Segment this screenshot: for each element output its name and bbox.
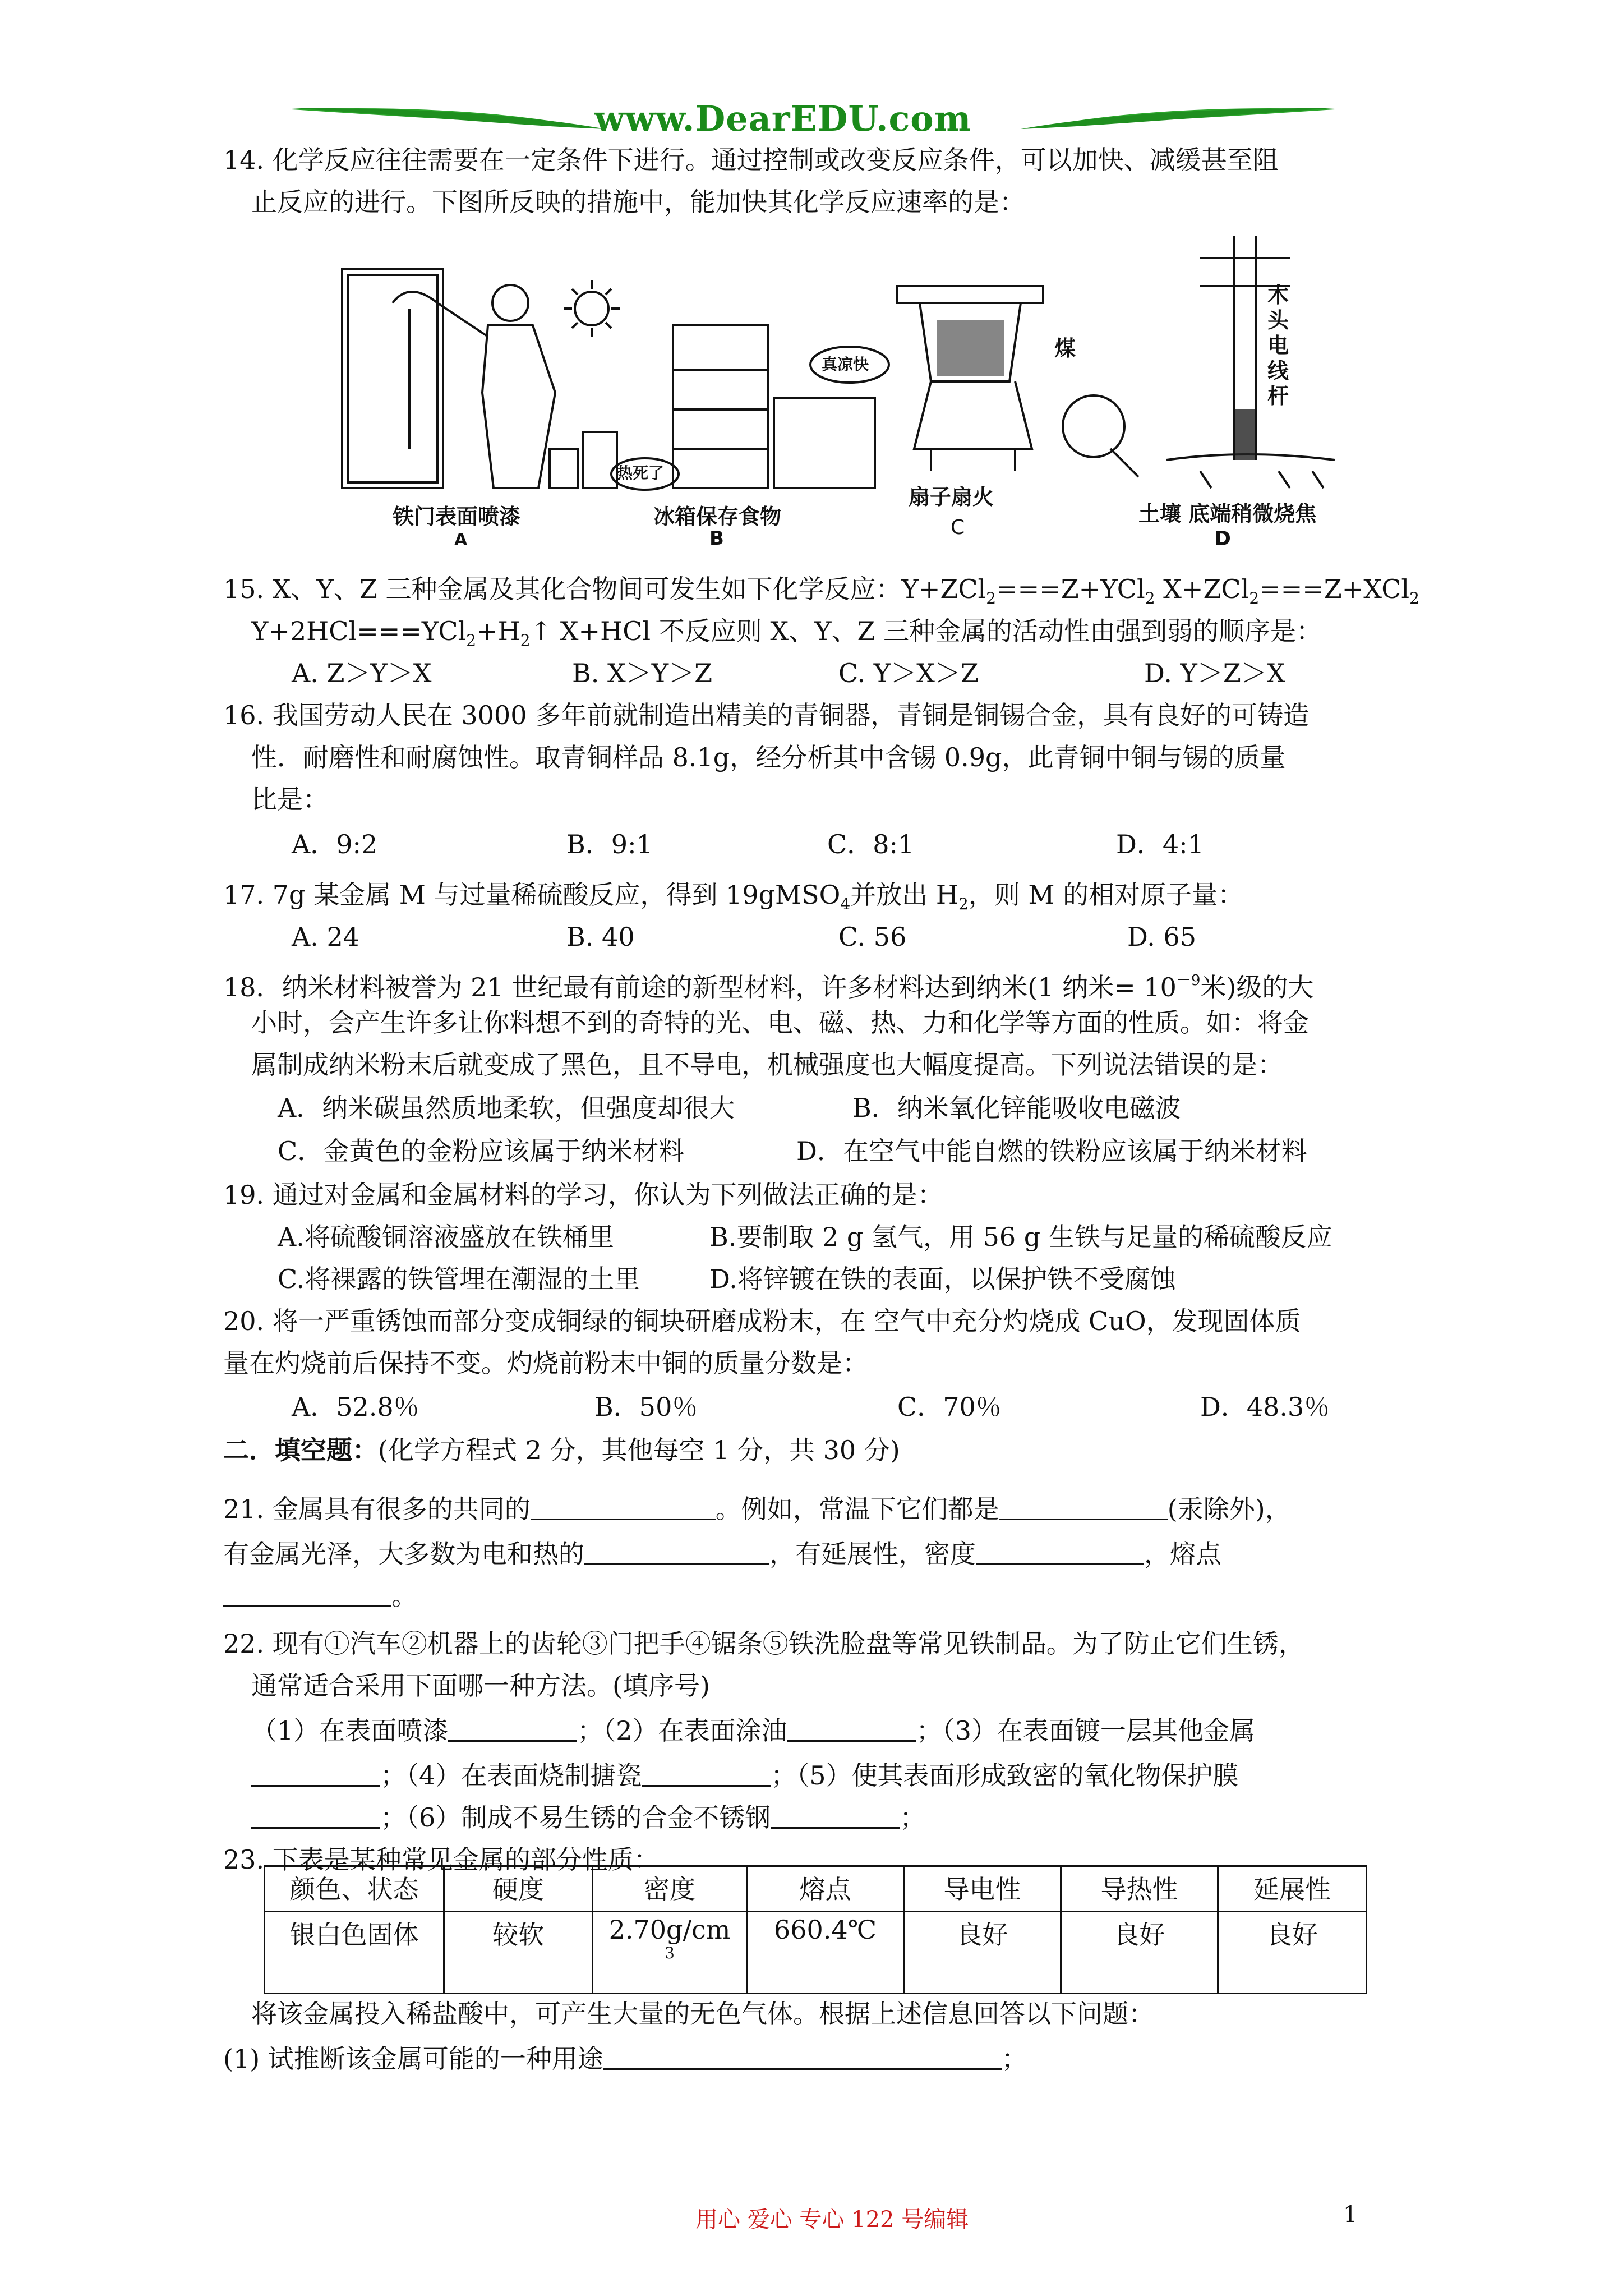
q18-option-d: D．在空气中能自燃的铁粉应该属于纳米材料: [796, 1136, 1307, 1166]
q15-line2: $Y+2HCl===YCl_2+H_2↑$ X+HCl 不反应则 X、Y、Z 三种金属的活动性由强到弱的顺序是：: [251, 616, 1322, 650]
table-cell: 银白色固体: [265, 1912, 444, 1994]
fig-d-label2: 头: [1267, 308, 1289, 333]
q22-line3: （1）在表面喷漆 ；（2）在表面涂油 ；（3）在表面镀一层其他金属: [251, 1715, 1255, 1746]
table-cell: 良好: [1061, 1912, 1218, 1994]
table-header: 颜色、状态: [265, 1866, 444, 1912]
fig-b-letter: B: [709, 527, 724, 550]
q20-option-c: C．70％: [897, 1392, 1002, 1422]
q16-line3: 比是：: [251, 784, 329, 815]
q23-after: 将该金属投入稀盐酸中，可产生大量的无色气体。根据上述信息回答以下问题：: [251, 1999, 1154, 2029]
table-row: [265, 1912, 1367, 1994]
table-header: 延展性: [1218, 1866, 1367, 1912]
table-header: 硬度: [444, 1866, 593, 1912]
q22-line5: ；（6）制成不易生锈的合金不锈钢 ；: [251, 1801, 925, 1834]
fig-a-letter: A: [454, 530, 468, 550]
q22-line1: 22. 现有①汽车②机器上的齿轮③门把手④锯条⑤铁洗脸盘等常见铁制品。为了防止它们生锈，: [223, 1628, 1304, 1659]
q20-line2: 量在灼烧前后保持不变。灼烧前粉末中铜的质量分数是：: [223, 1348, 868, 1378]
fig-d-label5: 杆: [1267, 384, 1289, 408]
page-number: 1: [1343, 2202, 1358, 2228]
fig-d-label4: 线: [1267, 358, 1289, 383]
q15-option-d: D. Y＞Z＞X: [1144, 658, 1285, 688]
q19-option-d: D.将锌镀在铁的表面，以保护铁不受腐蚀: [709, 1264, 1176, 1294]
q22-line2: 通常适合采用下面哪一种方法。(填序号): [251, 1671, 710, 1701]
fig-c-caption: 扇子扇火: [909, 485, 994, 509]
q21-line1: 21. 金属具有很多的共同的 。例如，常温下它们都是 (汞除外)，: [223, 1494, 1291, 1524]
fig-d-caption: 土壤 底端稍微烧焦: [1138, 501, 1317, 526]
q17-option-d: D. 65: [1127, 922, 1197, 952]
footer-text: 用心 爱心 专心 122 号编辑: [695, 2207, 969, 2233]
q16-option-d: D．4:1: [1116, 829, 1204, 859]
fig-b-bubble1: 热死了: [617, 464, 665, 482]
q17-option-c: C. 56: [838, 922, 907, 952]
q18-line1: 18．纳米材料被誉为 21 世纪最有前途的新型材料，许多材料达到纳米(1 纳米= $10^{-9}$米)级的大: [223, 972, 1314, 1002]
q19-option-a: A.将硫酸铜溶液盛放在铁桶里: [278, 1222, 614, 1252]
q18-option-b: B．纳米氧化锌能吸收电磁波: [852, 1093, 1181, 1123]
site-header: www.DearEDU.com: [594, 98, 972, 139]
fig-b-caption: 冰箱保存食物: [653, 504, 782, 529]
table-cell: 良好: [1218, 1912, 1367, 1994]
table-cell: 较软: [444, 1912, 593, 1994]
q18-line2: 小时，会产生许多让你料想不到的奇特的光、电、磁、热、力和化学等方面的性质。如：将金: [251, 1007, 1309, 1038]
table-header: 熔点: [747, 1866, 904, 1912]
fig-c-label: 煤: [1054, 336, 1076, 361]
table-header: 导电性: [904, 1866, 1061, 1912]
q15-option-b: B. X＞Y＞Z: [572, 658, 713, 688]
q18-option-c: C．金黄色的金粉应该属于纳米材料: [278, 1136, 685, 1166]
q20-option-b: B．50％: [594, 1392, 698, 1422]
fig-d-label1: 木: [1267, 283, 1289, 307]
q23-line1: 23. 下表是某种常见金属的部分性质：: [223, 1844, 660, 1875]
fig-b-bubble2: 真凉快: [822, 355, 869, 374]
q15-option-a: A. Z＞Y＞X: [292, 658, 432, 688]
q18-option-a: A．纳米碳虽然质地柔软，但强度却很大: [278, 1093, 735, 1123]
q18-line3: 属制成纳米粉末后就变成了黑色，且不导电，机械强度也大幅度提高。下列说法错误的是：: [251, 1050, 1283, 1080]
q17-line1: 17. 7g 某金属 M 与过量稀硫酸反应，得到 19gMSO$_4$并放出 $H_2$，则 M 的相对原子量：: [223, 880, 1244, 913]
table-cell: 良好: [904, 1912, 1061, 1994]
q20-option-d: D．48.3％: [1200, 1392, 1330, 1422]
fig-a-caption: 铁门表面喷漆: [393, 504, 521, 529]
q16-option-a: A．9:2: [292, 829, 378, 859]
q15-line1: 15. X、Y、Z 三种金属及其化合物间可发生如下化学反应：Y+ZCl$_2$===Z+YCl$_2$ X+ZCl$_2$===Z+XCl$_2$: [223, 574, 1419, 608]
q19-option-b: B.要制取 2 g 氢气，用 56 g 生铁与足量的稀硫酸反应: [709, 1222, 1332, 1252]
q17-option-b: B. 40: [566, 922, 635, 952]
table-header: 导热性: [1061, 1866, 1218, 1912]
q16-line2: 性．耐磨性和耐腐蚀性。取青铜样品 8.1g，经分析其中含锡 0.9g，此青铜中铜与锡的质量: [251, 742, 1286, 772]
table-cell-density: 2.70g/cm 3: [593, 1912, 747, 1994]
q19-line1: 19. 通过对金属和金属材料的学习，你认为下列做法正确的是：: [223, 1180, 943, 1210]
q22-line4: ；（4）在表面烧制搪瓷 ；（5）使其表面形成致密的氧化物保护膜: [251, 1759, 1239, 1792]
q21-line2: 有金属光泽，大多数为电和热的 ，有延展性，密度 ，熔点: [223, 1539, 1221, 1569]
metal-properties-table: [264, 1865, 1367, 1994]
q19-option-c: C.将裸露的铁管埋在潮湿的土里: [278, 1264, 640, 1294]
q17-option-a: A. 24: [292, 922, 359, 952]
q23-sub1: (1) 试推断该金属可能的一种用途 ；: [223, 2044, 1027, 2074]
q15-option-c: C. Y＞X＞Z: [838, 658, 979, 688]
q16-line1: 16. 我国劳动人民在 3000 多年前就制造出精美的青铜器，青铜是铜锡合金，具有良好的可铸造: [223, 700, 1310, 730]
table-header: 密度: [593, 1866, 747, 1912]
table-header-row: [265, 1866, 1367, 1912]
q14-line2: 止反应的进行。下图所反映的措施中，能加快其化学反应速率的是：: [251, 187, 1025, 217]
q16-option-b: B．9:1: [566, 829, 653, 859]
q16-option-c: C．8:1: [827, 829, 915, 859]
q14-line1: 14. 化学反应往往需要在一定条件下进行。通过控制或改变反应条件，可以加快、减缓甚至阻: [223, 145, 1279, 175]
q20-line1: 20. 将一严重锈蚀而部分变成铜绿的铜块研磨成粉末，在 空气中充分灼烧成 CuO，发现固体质: [223, 1306, 1301, 1336]
q20-option-a: A．52.8％: [292, 1392, 419, 1422]
fig-d-letter: D: [1214, 527, 1231, 550]
fig-d-label3: 电: [1267, 333, 1289, 358]
table-cell: 660.4℃: [747, 1912, 904, 1994]
fig-c-letter: C: [951, 516, 965, 539]
section2-heading: 二．填空题：(化学方程式 2 分，其他每空 1 分，共 30 分): [223, 1435, 900, 1465]
q14-figure: [325, 224, 1391, 561]
q21-line3: 。: [223, 1579, 417, 1613]
